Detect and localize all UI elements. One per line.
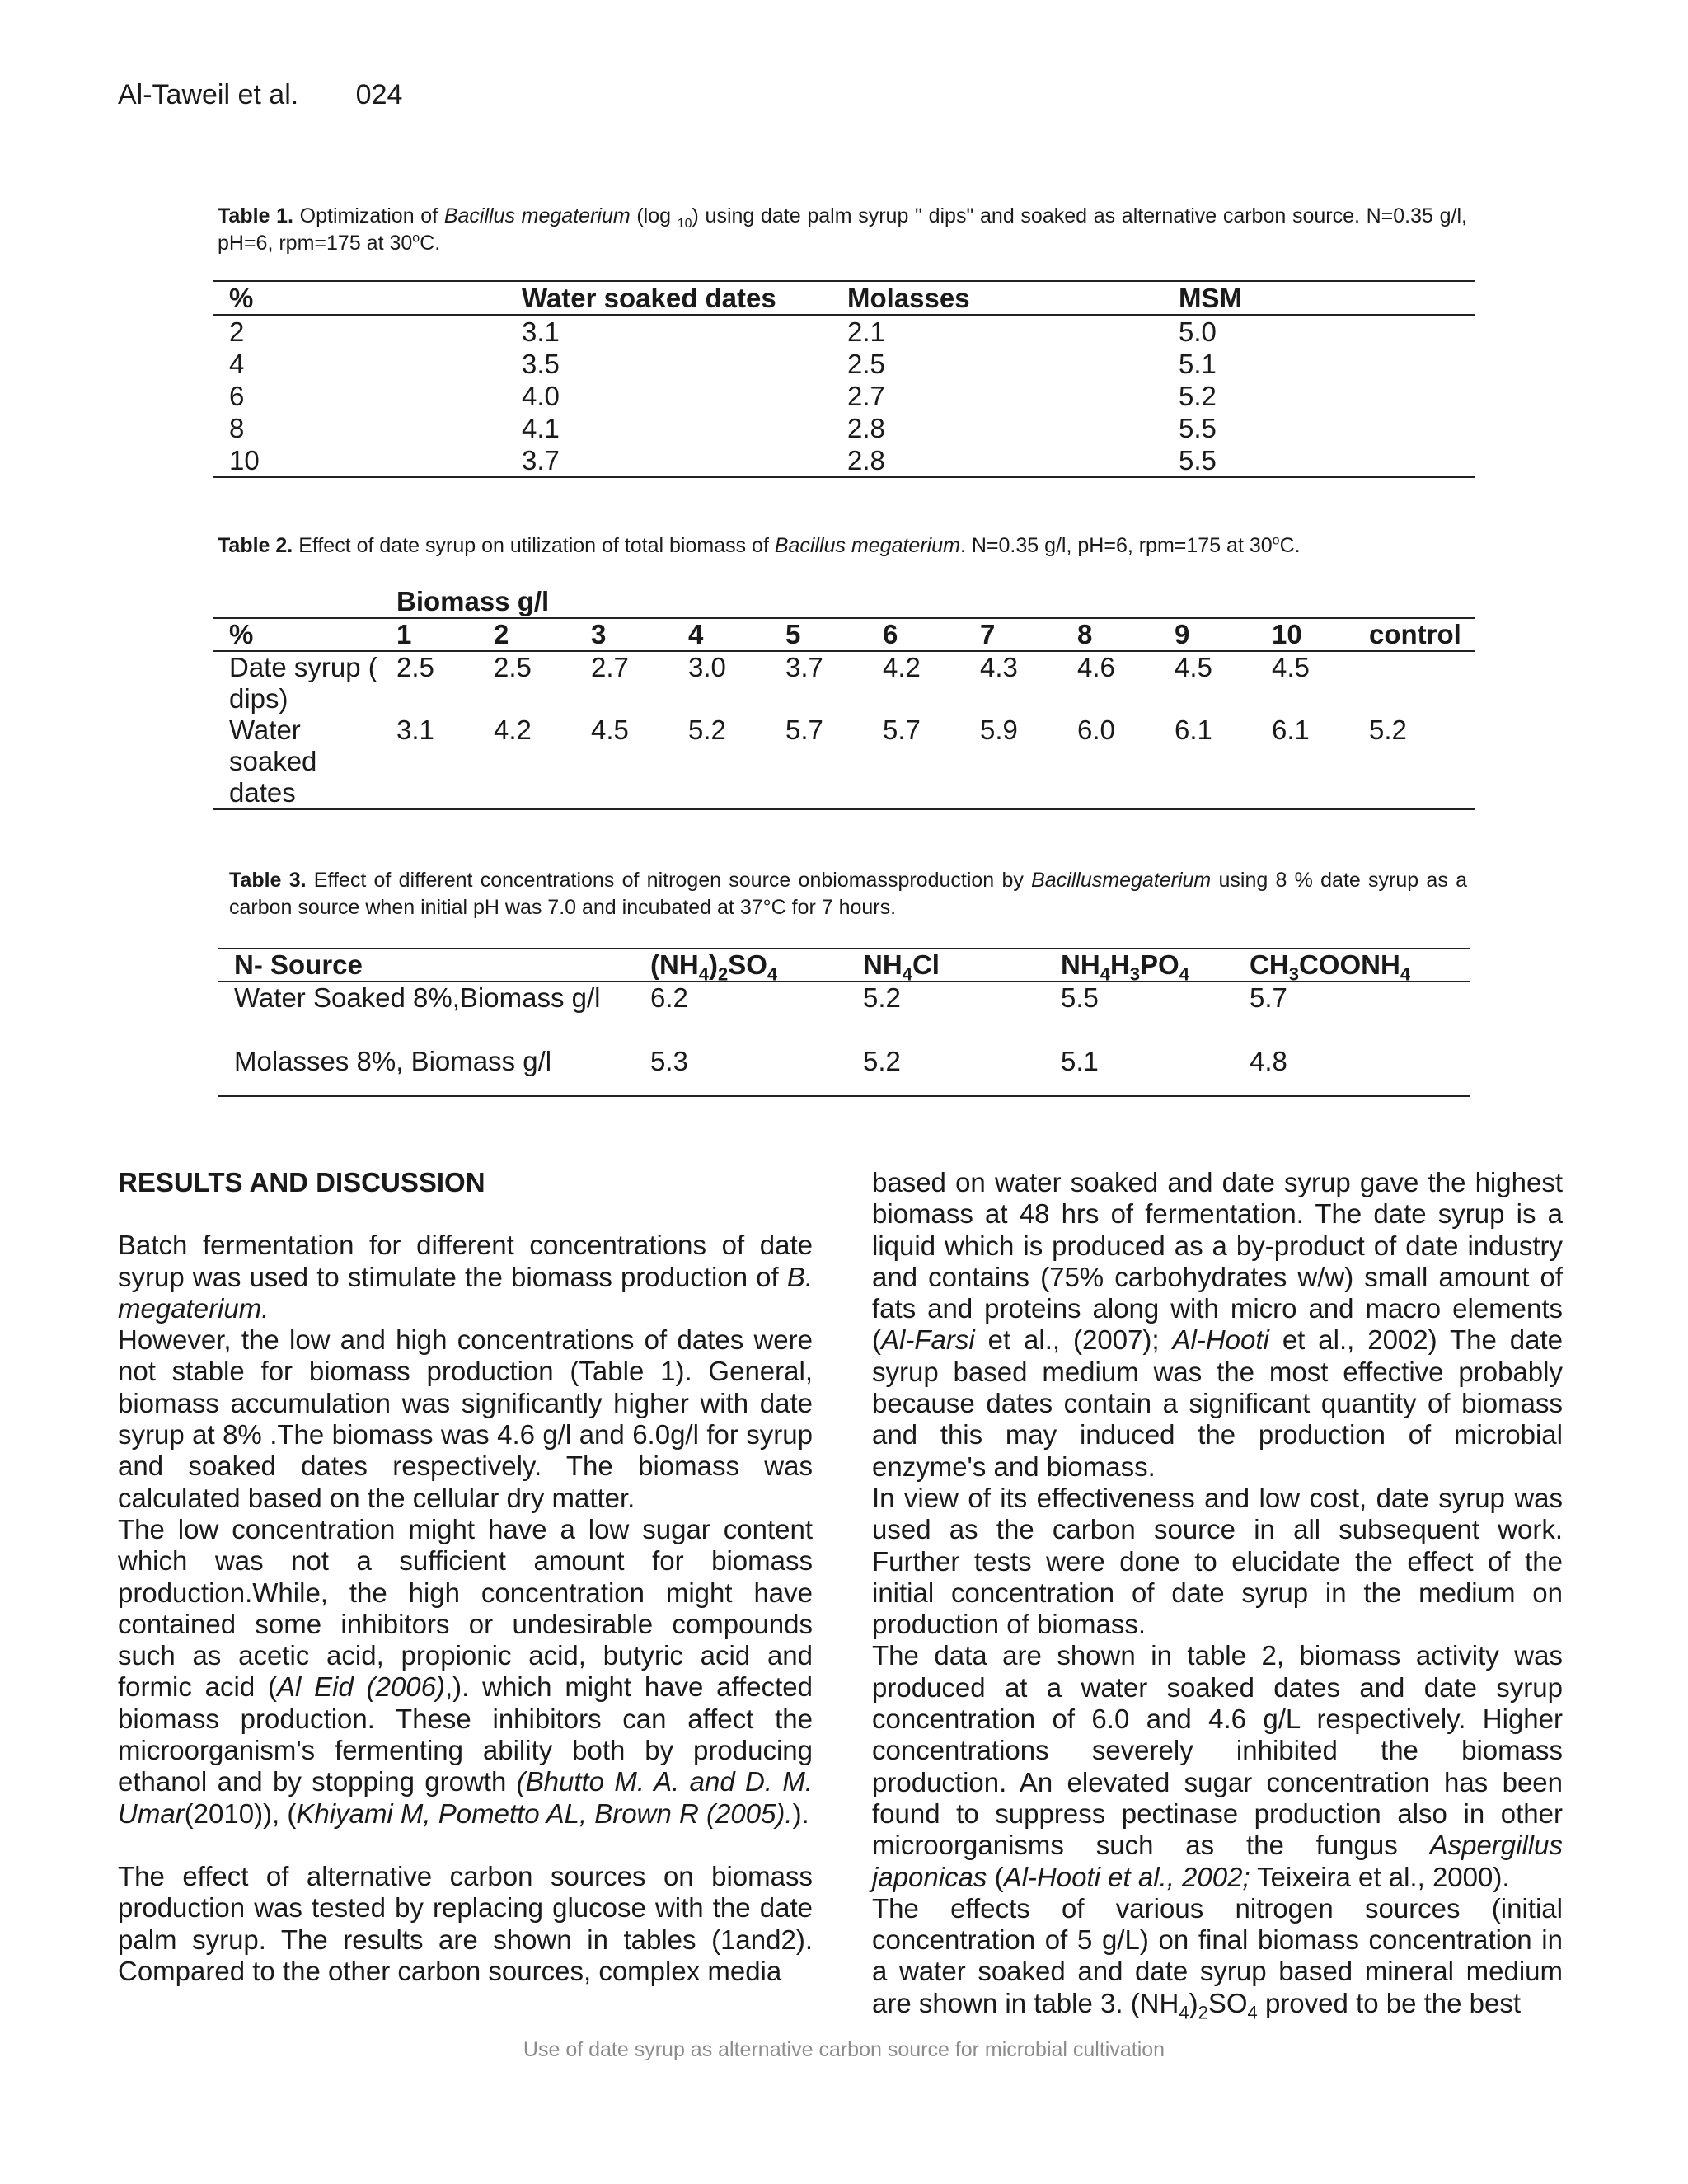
- table2-cell: 5.2: [1353, 715, 1475, 809]
- table1-caption-text: (log: [630, 204, 678, 227]
- table2-cell: 4.5: [1272, 652, 1310, 682]
- paragraph: [872, 1167, 1563, 1483]
- table2-cell: 4.2: [477, 715, 574, 809]
- table3-caption-text: using 8 % date syrup as a carbon source when initial pH was 7.0 and incubated at 37°C for 7 hours.: [229, 869, 1467, 919]
- paragraph-text: The data are shown in table 2, biomass activity was produced at a water soaked dates and date syrup concentration of 6.0 and 4.6 g/L respectively. Higher concentrations severely inhibited the biomass production. An elevated sugar concentration has been found to suppress pectinase production also in other microorganisms such as the fungus: [872, 1640, 1563, 1861]
- citation: Al-Hooti: [1172, 1324, 1269, 1356]
- table2-header-cell: 6: [866, 618, 964, 651]
- header-authors: Al-Taweil et al.: [118, 79, 299, 110]
- table1-header-cell: %: [213, 281, 505, 315]
- table1-header-cell: MSM: [1162, 281, 1475, 315]
- table-row: [213, 651, 1475, 715]
- subscript: 4: [1247, 2002, 1258, 2023]
- species-name: B. megaterium.: [118, 1261, 813, 1324]
- table3-header-cell: [1044, 949, 1233, 985]
- chem-formula: $NH_4H_3PO_4$: [1061, 949, 1189, 985]
- table2-header-cell: 2: [477, 618, 574, 651]
- paragraph-text: (: [987, 1861, 1004, 1892]
- paragraph-text: ,). which might have affected biomass production. These inhibitors can affect the microorganism's fermenting ability both by producing ethanol and by stopping growth: [118, 1671, 813, 1797]
- table2-cell: 2.7: [591, 652, 629, 682]
- table3-cell: 5.5: [1061, 982, 1099, 1013]
- table1-cell: 4.0: [522, 381, 560, 411]
- chem-formula: $NH_4Cl$: [863, 949, 940, 985]
- table3-header-cell: N- Source: [218, 949, 634, 982]
- table1-cell: 4: [229, 349, 245, 379]
- citation: (Bhutto M. A. and D. M. Umar: [118, 1766, 813, 1829]
- table3-row-label: Water Soaked 8%,Biomass g/l: [234, 982, 601, 1013]
- paragraph-text: Teixeira et al., 2000).: [1250, 1861, 1510, 1892]
- table2-row-label: Date syrup ( dips): [229, 652, 377, 714]
- table-row: [213, 380, 1475, 412]
- paragraph-text: The low concentration might have a low sugar content which was not a sufficient amount for biomass production.While, the high concentration might have contained some inhibitors or undesirable compounds such as acetic acid, propionic acid, butyric acid and formic acid (: [118, 1513, 813, 1703]
- subscript: 4: [1179, 2002, 1189, 2023]
- table1-cell: 10: [213, 444, 505, 477]
- citation: Al-Farsi: [881, 1324, 975, 1356]
- table2-header-cell: 5: [769, 618, 866, 651]
- table2-cell: 5.7: [866, 715, 964, 809]
- chem-formula: $(NH_4)_2SO_4$: [650, 949, 778, 985]
- table3-header-cell: [634, 949, 846, 985]
- table3-header-cell: [846, 949, 1044, 985]
- table2-header-cell: 3: [574, 618, 672, 651]
- table2-cell: 6.1: [1255, 715, 1353, 809]
- paragraph: [872, 1640, 1563, 1892]
- table2-caption-superscript: o: [1272, 533, 1280, 548]
- table1-cell: 2.5: [847, 349, 885, 379]
- table1-cell: 5.1: [1179, 349, 1217, 379]
- table-row: [218, 982, 1470, 1046]
- table3-caption-label: Table 3.: [229, 869, 307, 892]
- table1-header-row: [213, 281, 1475, 315]
- table3-header-row: [218, 949, 1470, 982]
- table3-cell: 5.7: [1250, 982, 1287, 1013]
- table-row: [218, 1046, 1470, 1096]
- paragraph-text: proved to be the best: [1257, 1987, 1522, 2018]
- table1-caption-text: ) using date palm syrup " dips" and soaked as alternative carbon source. N=0.35 g/l, pH=6, rpm=175 at 30: [218, 204, 1467, 255]
- table1-cell: 5.0: [1179, 316, 1217, 347]
- table2-caption: [218, 532, 1470, 560]
- table1-cell: 2.8: [831, 444, 1162, 477]
- page-footer: Use of date syrup as alternative carbon source for microbial cultivation: [523, 2038, 1165, 2061]
- table2-caption-species: Bacillus megaterium: [774, 534, 960, 557]
- table2-caption-text: C.: [1279, 534, 1301, 557]
- table2-cell: [1353, 651, 1475, 715]
- table1-cell: 5.5: [1162, 444, 1475, 477]
- table1-caption-label: Table 1.: [218, 204, 293, 227]
- table3-cell: 5.1: [1044, 1046, 1233, 1096]
- table2-cell: 4.5: [574, 715, 672, 809]
- table1: [213, 280, 1475, 478]
- table1-caption-text: C.: [420, 232, 441, 255]
- paragraph-text: ).: [792, 1797, 809, 1829]
- paragraph: However, the low and high concentrations of dates were not stable for biomass production (Table 1). General, biomass accumulation was significantly higher with date syrup at 8% .The biomass was 4.6 g/l and 6.0g/l for syrup and soaked dates respectively. The biomass was calculated based on the cellular dry matter.: [118, 1324, 813, 1513]
- subscript: 2: [1198, 2002, 1208, 2023]
- paragraph-text: et al., 2002) The date syrup based medium was the most effective probably because dates contain a significant quantity of biomass and this may induced the production of microbial enzyme's and biomass.: [872, 1324, 1563, 1482]
- table2-header-cell: 1: [380, 618, 477, 651]
- table1-cell: 2.7: [847, 381, 885, 411]
- table3-caption: [229, 867, 1467, 921]
- table2-cell: 5.7: [769, 715, 866, 809]
- paragraph: [118, 1514, 813, 1830]
- citation: Al Eid (2006): [276, 1671, 446, 1703]
- table2-cell: 5.2: [672, 715, 769, 809]
- table2-cell: 4.6: [1077, 652, 1115, 682]
- table2-header-row: [213, 618, 1475, 651]
- table1-caption: [218, 203, 1467, 257]
- table2-cell: 5.9: [964, 715, 1061, 809]
- table-row: [213, 715, 1475, 809]
- table1-caption-subscript: 10: [677, 217, 692, 231]
- table3-cell: 5.2: [846, 1046, 1044, 1096]
- paragraph-text: SO: [1207, 1987, 1248, 2018]
- paragraph-text: (2010)), (: [184, 1797, 297, 1829]
- table1-caption-species: Bacillus megaterium: [443, 204, 631, 227]
- species-name: Aspergillus japonicas: [872, 1830, 1563, 1892]
- table-row: [213, 348, 1475, 380]
- table2-cell: 2.5: [494, 652, 532, 682]
- paragraph-text: ): [1189, 1987, 1198, 2018]
- table2-header-cell: 4: [672, 618, 769, 651]
- table1-caption-superscript: o: [412, 231, 420, 246]
- table1-cell: 5.2: [1179, 381, 1217, 411]
- table1-cell: 3.1: [522, 316, 560, 347]
- table3-caption-text: Effect of different concentrations of nitrogen source onbiomassproduction by: [306, 869, 1032, 892]
- table-row: [213, 412, 1475, 444]
- table2-row-label: Water soaked dates: [213, 715, 380, 809]
- table2-cell: 6.0: [1061, 715, 1158, 809]
- table3-row-label: Molasses 8%, Biomass g/l: [218, 1046, 634, 1096]
- table3-cell: 5.2: [863, 982, 901, 1013]
- table2-caption-text: Effect of date syrup on utilization of total biomass of: [293, 534, 775, 557]
- table3-header-cell: [1233, 949, 1470, 985]
- table2: [213, 586, 1475, 810]
- table1-cell: 2.8: [847, 413, 885, 443]
- table2-cell: 6.1: [1158, 715, 1255, 809]
- table1-cell: 4.1: [522, 413, 560, 443]
- table1-cell: 5.5: [1179, 413, 1217, 443]
- table2-header-cell: 8: [1061, 618, 1158, 651]
- table2-header-cell: 7: [964, 618, 1061, 651]
- table3-caption-species: Bacillusmegaterium: [1031, 869, 1212, 892]
- table-row: [213, 315, 1475, 348]
- table2-group-header: Biomass g/l: [396, 586, 550, 616]
- table1-cell: 3.7: [505, 444, 831, 477]
- paragraph: The effect of alternative carbon sources on biomass production was tested by replacing glucose with the date palm syrup. The results are shown in tables (1and2). Compared to the other carbon sources, complex media: [118, 1860, 813, 1986]
- paragraph-text: Batch fermentation for different concentrations of date syrup was used to stimulate the biomass production of: [118, 1230, 813, 1292]
- table3-cell: 6.2: [650, 982, 688, 1013]
- table2-cell: 4.5: [1175, 652, 1212, 682]
- table3-cell: 4.8: [1233, 1046, 1470, 1096]
- section-heading: RESULTS AND DISCUSSION: [118, 1167, 485, 1197]
- citation: Khiyami M, Pometto AL, Brown R (2005).: [296, 1797, 793, 1829]
- table3-cell: 5.3: [634, 1046, 846, 1096]
- table2-header-cell: %: [213, 618, 380, 651]
- paragraph-text: The effects of various nitrogen sources (initial concentration of 5 g/L) on final biomass concentration in a water soaked and date syrup based mineral medium are shown in table 3. (NH: [872, 1892, 1563, 2018]
- paragraph: In view of its effectiveness and low cost, date syrup was used as the carbon source in all subsequent work. Further tests were done to elucidate the effect of the initial concentration of date syrup in the medium on production of biomass.: [872, 1482, 1563, 1640]
- paragraph-text: et al., (2007);: [974, 1324, 1173, 1356]
- left-text-column: [118, 1167, 813, 1987]
- table2-cell: 4.3: [980, 652, 1018, 682]
- table1-cell: 8: [229, 413, 245, 443]
- page-header: [118, 79, 402, 111]
- table1-cell: 2.1: [847, 316, 885, 347]
- paragraph: [872, 1892, 1563, 2023]
- table1-header-cell: Molasses: [831, 281, 1162, 315]
- table1-cell: 2: [229, 316, 245, 347]
- table2-cell: 3.0: [688, 652, 726, 682]
- table1-cell: 6: [229, 381, 245, 411]
- table1-header-cell: Water soaked dates: [505, 281, 831, 315]
- table2-header-cell: 9: [1158, 618, 1255, 651]
- table2-caption-text: . N=0.35 g/l, pH=6, rpm=175 at 30: [959, 534, 1273, 557]
- table2-cell: 4.2: [883, 652, 921, 682]
- table2-cell: 3.1: [380, 715, 477, 809]
- table2-header-cell: 10: [1255, 618, 1353, 651]
- table1-cell: 3.5: [522, 349, 560, 379]
- table2-header-cell: control: [1353, 618, 1475, 651]
- chem-formula: $CH_3COONH_4$: [1250, 949, 1411, 985]
- citation: Al-Hooti et al., 2002;: [1003, 1861, 1250, 1892]
- paragraph-text: based on water soaked and date syrup gave the highest biomass at 48 hrs of fermentation. The date syrup is a liquid which is produced as a by-product of date industry and contains (75% carbohydrates w/w) small amount of fats and proteins along with micro and macro elements (: [872, 1167, 1563, 1356]
- table2-cell: 3.7: [785, 652, 823, 682]
- table2-group-row: [213, 586, 1475, 618]
- paragraph: [118, 1230, 813, 1324]
- table2-caption-label: Table 2.: [218, 534, 293, 557]
- table2-cell: 2.5: [396, 652, 434, 682]
- table3: [218, 948, 1470, 1097]
- table1-caption-text: Optimization of: [293, 204, 444, 227]
- right-text-column: [872, 1167, 1563, 2023]
- page-number: 024: [355, 79, 403, 110]
- table-row: [213, 444, 1475, 477]
